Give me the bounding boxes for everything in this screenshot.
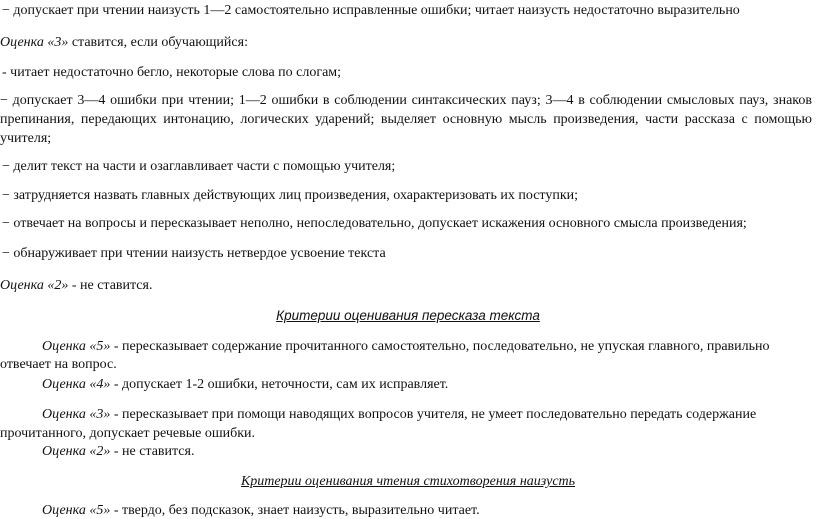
criterion-item: − обнаруживает при чтении наизусть нетвердое усвоение текста (2, 246, 386, 261)
grade3-intro: Оценка «3» ставится, если обучающийся: (0, 35, 248, 50)
grade3-label: Оценка «3» (0, 35, 69, 50)
criterion-item: − допускает 3—4 ошибки при чтении; 1—2 ошибки в соблюдении синтаксических пауз; 3—4 в соблюдении смысловых пауз, знаков (0, 93, 812, 108)
retelling-grade3: Оценка «3» - пересказывает при помощи наводящих вопросов учителя, не умеет последовательно передать содержание (42, 407, 757, 422)
criterion-item: − делит текст на части и озаглавливает части с помощью учителя; (2, 159, 396, 174)
criterion-item: − отвечает на вопросы и пересказывает неполно, непоследовательно, допускает искажения основного смысла произведения; (2, 216, 747, 231)
grade2-reading: Оценка «2» - не ставится. (0, 278, 153, 293)
retelling-grade4: Оценка «4» - допускает 1-2 ошибки, неточности, сам их исправляет. (42, 377, 449, 392)
criterion-item: - читает недостаточно бегло, некоторые слова по слогам; (2, 65, 342, 80)
retelling-grade3-cont: прочитанного, допускает речевые ошибки. (0, 426, 256, 441)
criterion-item-cont: учителя; (0, 131, 52, 146)
retelling-grade2: Оценка «2» - не ставится. (42, 444, 195, 459)
retelling-heading: Критерии оценивания пересказа текста (276, 308, 540, 323)
criterion-item: − затрудняется назвать главных действующих лиц произведения, охарактеризовать их поступки; (2, 188, 579, 203)
poem-grade5: Оценка «5» - твердо, без подсказок, знает наизусть, выразительно читает. (42, 503, 480, 518)
retelling-grade5-cont: отвечает на вопрос. (0, 357, 117, 372)
criterion-item-cont: препинания, передающих интонацию, логических ударений; выделяет основную мысль произведения, части рассказа с помощью (0, 112, 812, 127)
poem-heading: Критерии оценивания чтения стихотворения наизусть (240, 474, 576, 489)
retelling-grade5: Оценка «5» - пересказывает содержание прочитанного самостоятельно, последовательно, не упуская главного, правильно (42, 339, 770, 354)
grade3-reading-line: − допускает при чтении наизусть 1—2 самостоятельно исправленные ошибки; читает наизусть недостаточно выразительно (2, 3, 740, 18)
